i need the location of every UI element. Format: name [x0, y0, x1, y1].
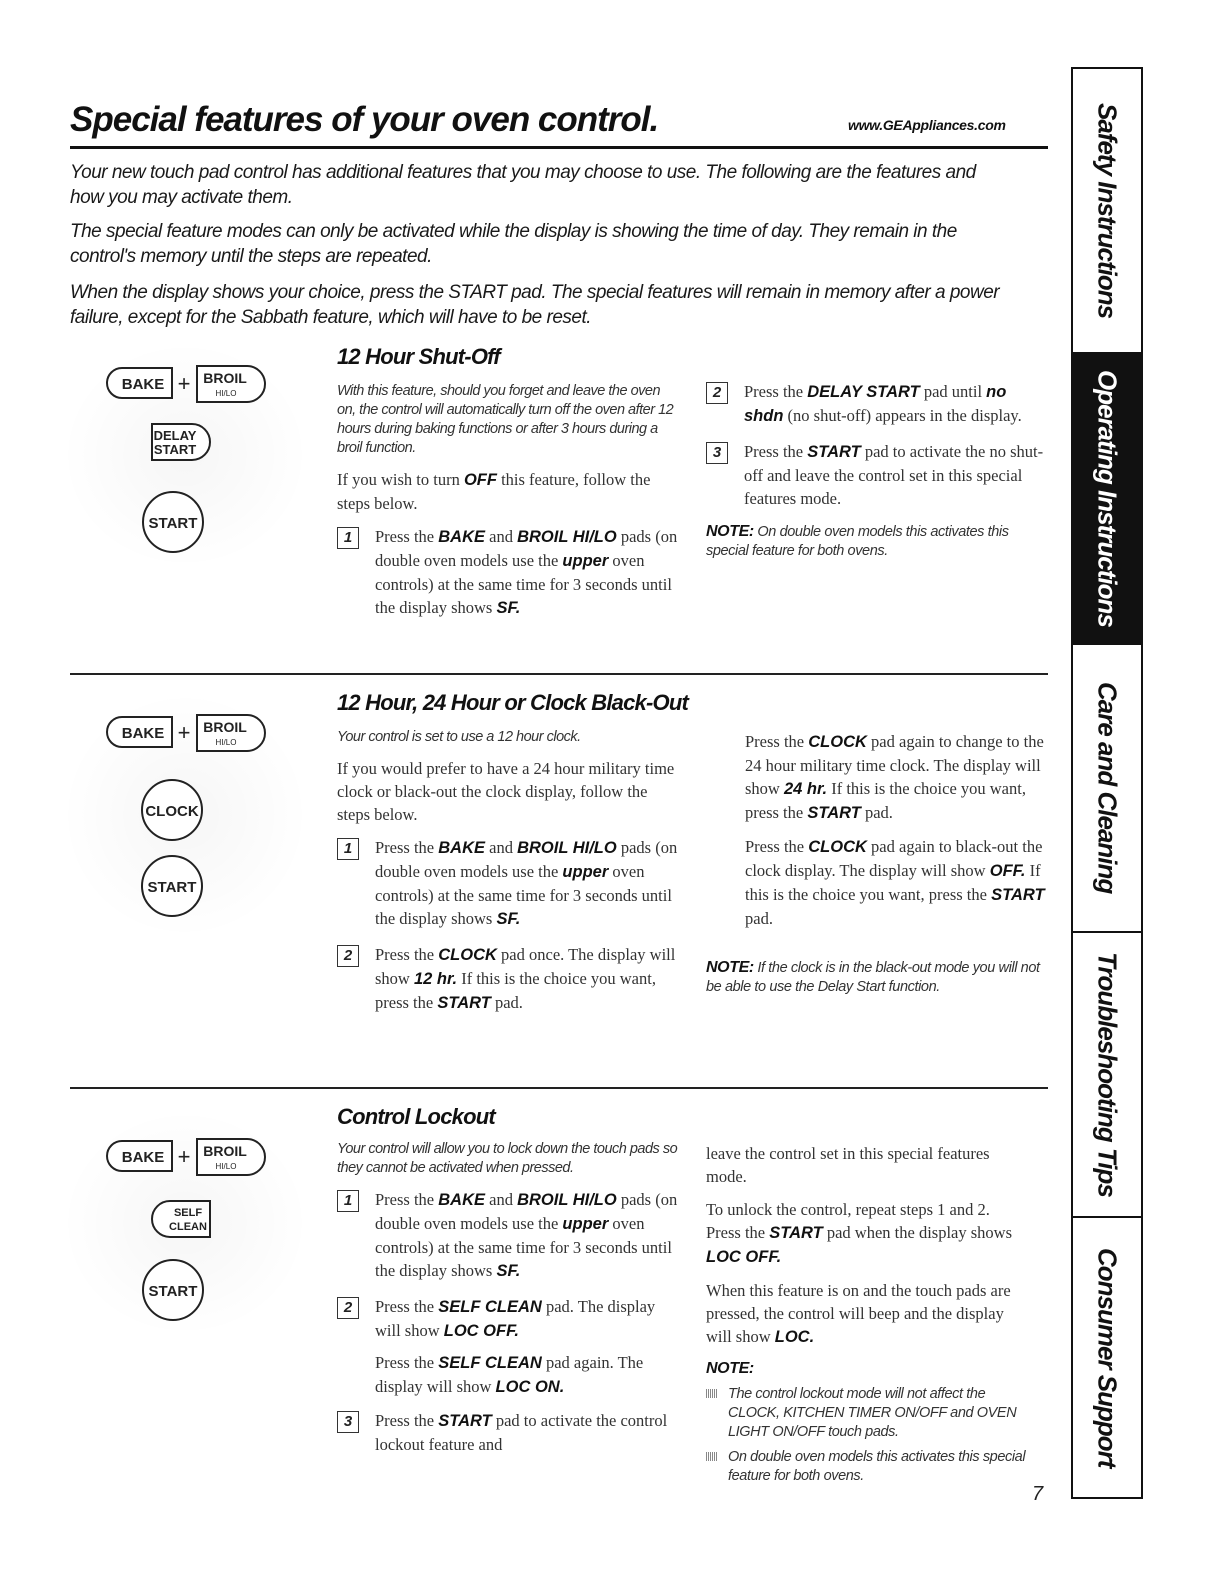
title-rule	[70, 146, 1048, 149]
clock-intro: If you would prefer to have a 24 hour military time clock or black-out the clock display, follow the steps below.	[337, 759, 675, 824]
step-number-icon: 3	[337, 1411, 359, 1433]
delay-start-pad-icon	[152, 424, 210, 460]
svg-text:CLEAN: CLEAN	[169, 1221, 207, 1233]
intro-paragraph-1: Your new touch pad control has additional features that you may choose to use. The following are the features and how you may activate them.	[70, 162, 976, 208]
section-title-shut-off: 12 Hour Shut-Off	[337, 344, 500, 369]
lockout-lead: Your control will allow you to lock down the touch pads so they cannot be activated when pressed.	[337, 1141, 678, 1176]
shut-off-step-3: 3 Press the START pad to activate the no shut-off and leave the control set in this special features mode.	[706, 440, 1046, 510]
lockout-illustration	[60, 1108, 310, 1338]
bake-pad-icon	[107, 368, 172, 398]
page-number: 7	[1032, 1483, 1044, 1505]
step-number-icon: 1	[337, 1190, 359, 1212]
svg-text:CLOCK: CLOCK	[145, 803, 199, 820]
shut-off-intro: If you wish to turn OFF this feature, follow the steps below.	[337, 470, 651, 513]
broil-pad-icon	[197, 715, 265, 751]
svg-text:BROIL: BROIL	[203, 719, 247, 735]
svg-text:HI/LO: HI/LO	[215, 389, 237, 398]
lockout-note-bullet-1: The control lockout mode will not affect the CLOCK, KITCHEN TIMER ON/OFF and OVEN LIGHT ON/OFF touch pads.	[706, 1385, 1026, 1442]
self-clean-pad-icon	[152, 1201, 210, 1237]
lockout-right-column	[706, 1142, 1026, 1492]
tab-consumer-support[interactable]: Consumer Support	[1092, 1247, 1123, 1468]
bullet-icon	[706, 1389, 717, 1398]
lockout-unlock-paragraph: To unlock the control, repeat steps 1 and 2. Press the START pad when the display shows LOC OFF.	[706, 1200, 1013, 1266]
lockout-step-2: 2 Press the SELF CLEAN pad. The display will show LOC OFF.	[337, 1295, 682, 1343]
plus-sign: +	[177, 720, 191, 745]
lockout-step-3: 3 Press the START pad to activate the control lockout feature and	[337, 1409, 682, 1456]
bake-pad-icon	[107, 1141, 172, 1171]
lockout-beep-paragraph: When this feature is on and the touch pads are pressed, the control will beep and the display will show LOC.	[706, 1281, 1011, 1346]
clock-note: NOTE: If the clock is in the black-out mode you will not be able to use the Delay Start function.	[706, 959, 1040, 995]
plus-sign: +	[177, 371, 191, 396]
shut-off-left-column	[337, 382, 682, 632]
lockout-step-2-continued: Press the SELF CLEAN pad again. The display will show LOC ON.	[375, 1353, 644, 1396]
shut-off-illustration	[60, 340, 310, 570]
clock-right-column	[745, 730, 1045, 940]
step-number-icon: 2	[337, 1297, 359, 1319]
website-url[interactable]: www.GEAppliances.com	[848, 117, 1006, 133]
start-pad-icon	[142, 856, 202, 916]
svg-text:BROIL: BROIL	[203, 1143, 247, 1159]
section-divider	[70, 1087, 1048, 1089]
lockout-continued-text: leave the control set in this special features mode.	[706, 1144, 990, 1186]
lockout-note-bullet-2: On double oven models this activates this special feature for both ovens.	[706, 1448, 1026, 1486]
intro-paragraph-2: The special feature modes can only be activated while the display is showing the time of day. They remain in the control's memory until the steps are repeated.	[70, 221, 957, 267]
bullet-icon	[706, 1452, 717, 1461]
clock-step-1: 1 Press the BAKE and BROIL HI/LO pads (on double oven models use the upper oven controls) at the same time for 3 seconds until the display shows SF.	[337, 836, 682, 931]
page-title: Special features of your oven control.	[70, 100, 659, 139]
shut-off-note: NOTE: On double oven models this activates this special feature for both ovens.	[706, 523, 1009, 559]
step-number-icon: 3	[706, 442, 728, 464]
svg-text:START: START	[153, 442, 197, 457]
svg-text:SELF: SELF	[173, 1207, 203, 1219]
svg-text:START: START	[148, 515, 198, 532]
section-divider	[70, 673, 1048, 675]
start-pad-icon	[143, 1260, 203, 1320]
section-title-lockout: Control Lockout	[337, 1104, 495, 1129]
clock-step-2: 2 Press the CLOCK pad once. The display will show 12 hr. If this is the choice you want, press the START pad.	[337, 943, 682, 1015]
clock-pad-icon	[142, 780, 202, 840]
shut-off-lead: With this feature, should you forget and leave the oven on, the control will automatically turn off the oven after 12 hours during baking functions or after 3 hours during a broil function.	[337, 383, 674, 456]
clock-blackout-paragraph: Press the CLOCK pad again to black-out the clock display. The display will show OFF. If this is the choice you want, press the START pad.	[745, 837, 1045, 928]
step-number-icon: 2	[706, 382, 728, 404]
svg-text:START: START	[148, 1283, 198, 1300]
intro-paragraph-3: When the display shows your choice, press the START pad. The special features will remain in memory after a power failure, except for the Sabbath feature, which will have to be reset.	[70, 282, 1000, 328]
svg-text:BROIL: BROIL	[203, 370, 247, 386]
shut-off-step-2: 2 Press the DELAY START pad until no shdn (no shut-off) appears in the display.	[706, 380, 1046, 428]
broil-pad-icon	[197, 366, 265, 402]
shut-off-step-1: 1 Press the BAKE and BROIL HI/LO pads (on double oven models use the upper oven controls) at the same time for 3 seconds until the display shows SF.	[337, 525, 682, 620]
svg-text:BAKE: BAKE	[121, 1149, 165, 1166]
broil-pad-icon	[197, 1139, 265, 1175]
lockout-step-1: 1 Press the BAKE and BROIL HI/LO pads (on double oven models use the upper oven controls) at the same time for 3 seconds until the display shows SF.	[337, 1188, 682, 1283]
clock-24hr-paragraph: Press the CLOCK pad again to change to the 24 hour military time clock. The display will show 24 hr. If this is the choice you want, press the START pad.	[745, 732, 1044, 822]
section-title-clock: 12 Hour, 24 Hour or Clock Black-Out	[337, 690, 688, 715]
svg-text:BAKE: BAKE	[121, 725, 165, 742]
clock-illustration	[60, 690, 310, 940]
start-pad-icon	[143, 492, 203, 552]
step-number-icon: 1	[337, 838, 359, 860]
svg-text:HI/LO: HI/LO	[215, 738, 237, 747]
svg-text:DELAY: DELAY	[153, 428, 197, 443]
tab-troubleshooting-tips[interactable]: Troubleshooting Tips	[1073, 933, 1141, 1218]
step-number-icon: 2	[337, 945, 359, 967]
step-number-icon: 1	[337, 527, 359, 549]
clock-left-column	[337, 728, 682, 1027]
plus-sign: +	[177, 1144, 191, 1169]
tab-safety-instructions[interactable]: Safety Instructions	[1073, 69, 1141, 354]
svg-text:START: START	[147, 879, 197, 896]
clock-lead: Your control is set to use a 12 hour clock.	[337, 729, 581, 745]
bake-pad-icon	[107, 717, 172, 747]
lockout-left-column	[337, 1140, 682, 1468]
tab-operating-instructions[interactable]: Operating Instructions	[1073, 354, 1141, 645]
section-tabs	[1071, 67, 1143, 1499]
svg-text:BAKE: BAKE	[121, 376, 165, 393]
svg-text:HI/LO: HI/LO	[215, 1162, 237, 1171]
shut-off-right-column	[706, 380, 1046, 571]
tab-care-and-cleaning[interactable]: Care and Cleaning	[1073, 645, 1141, 933]
lockout-note-label: NOTE:	[706, 1360, 754, 1377]
